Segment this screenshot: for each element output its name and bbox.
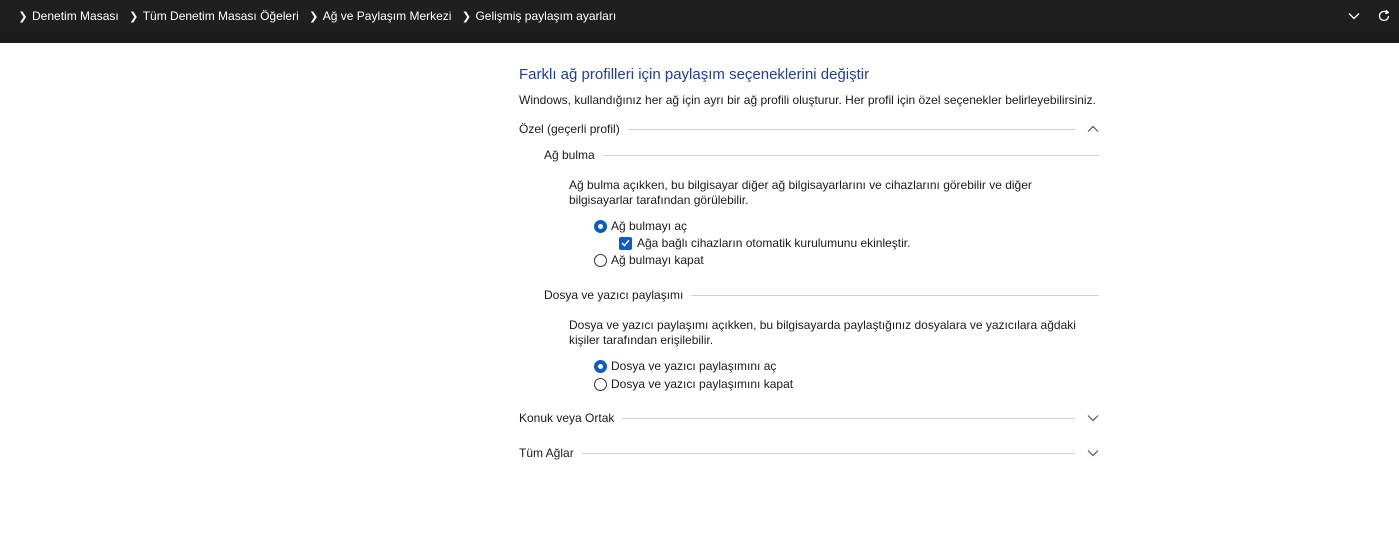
network-discovery-label: Ağ bulma	[544, 148, 595, 162]
breadcrumb-item-network-sharing-center[interactable]	[305, 0, 458, 32]
chevron-right-icon: ❯	[309, 10, 319, 23]
breadcrumb	[0, 0, 622, 32]
radio-unselected-icon	[594, 378, 607, 391]
chevron-down-icon[interactable]	[1075, 444, 1099, 462]
file-sharing-off-label: Dosya ve yazıcı paylaşımını kapat	[611, 377, 794, 391]
network-discovery-heading	[544, 146, 1099, 164]
checkmark-icon	[619, 237, 632, 250]
file-sharing-description: Dosya ve yazıcı paylaşımı açıkken, bu bilgisayarda paylaştığınız dosyalara ve yazıcılara ağdaki kişiler tarafından erişilebilir.	[569, 318, 1076, 347]
radio-selected-icon	[594, 360, 607, 373]
radio-unselected-icon	[594, 254, 607, 267]
network-discovery-on-radio[interactable]	[594, 219, 687, 233]
file-sharing-heading	[544, 286, 1099, 304]
divider	[691, 295, 1099, 296]
chevron-right-icon: ❯	[461, 10, 472, 23]
refresh-icon	[1377, 9, 1391, 23]
page-description: Windows, kullandığınız her ağ için ayrı bir ağ profili oluşturur. Her profil için özel seçenekler belirleyebilirsiniz.	[519, 93, 1096, 107]
divider	[582, 453, 1075, 454]
profile-label-guest: Konuk veya Ortak	[519, 411, 615, 425]
chevron-right-icon: ❯	[18, 10, 28, 23]
address-bar	[0, 0, 1399, 32]
breadcrumb-label: Denetim Masası	[32, 9, 119, 23]
breadcrumb-label: Tüm Denetim Masası Öğeleri	[142, 9, 299, 23]
divider	[628, 129, 1075, 130]
profile-label-private: Özel (geçerli profil)	[519, 122, 620, 136]
refresh-button[interactable]	[1369, 0, 1399, 32]
file-sharing-on-label: Dosya ve yazıcı paylaşımını aç	[611, 359, 777, 373]
file-sharing-label: Dosya ve yazıcı paylaşımı	[544, 288, 684, 302]
auto-setup-label: Ağa bağlı cihazların otomatik kurulumunu ekinleştir.	[637, 236, 911, 250]
file-sharing-off-radio[interactable]	[594, 377, 793, 391]
breadcrumb-label: Gelişmiş paylaşım ayarları	[475, 9, 617, 23]
chevron-right-icon: ❯	[129, 10, 139, 23]
network-discovery-off-radio[interactable]	[594, 253, 704, 267]
divider	[603, 155, 1099, 156]
auto-setup-checkbox[interactable]	[619, 236, 910, 250]
breadcrumb-item-all-control-panel-items[interactable]	[125, 0, 305, 32]
toolbar-strip	[0, 32, 1399, 43]
profile-header-private[interactable]	[519, 120, 1099, 138]
breadcrumb-item-advanced-sharing-settings[interactable]	[457, 0, 622, 32]
breadcrumb-label: Ağ ve Paylaşım Merkezi	[322, 9, 452, 23]
profile-header-all-networks[interactable]	[519, 444, 1099, 462]
chevron-down-icon[interactable]	[1075, 409, 1099, 427]
divider	[622, 418, 1075, 419]
radio-selected-icon	[594, 220, 607, 233]
network-discovery-on-label: Ağ bulmayı aç	[611, 219, 688, 233]
network-discovery-description: Ağ bulma açıkken, bu bilgisayar diğer ağ bilgisayarlarını ve cihazlarını görebilir ve diğer bilgisayarlar tarafından görülebilir.	[569, 178, 1032, 207]
address-dropdown-button[interactable]	[1339, 0, 1369, 32]
chevron-up-icon[interactable]	[1075, 120, 1099, 138]
chevron-down-icon	[1348, 12, 1360, 20]
breadcrumb-item-control-panel[interactable]	[14, 0, 125, 32]
network-discovery-off-label: Ağ bulmayı kapat	[611, 253, 704, 267]
page-title: Farklı ağ profilleri için paylaşım seçeneklerini değiştir	[519, 66, 870, 83]
profile-header-guest[interactable]	[519, 409, 1099, 427]
profile-label-all-networks: Tüm Ağlar	[519, 446, 574, 460]
file-sharing-on-radio[interactable]	[594, 359, 776, 373]
